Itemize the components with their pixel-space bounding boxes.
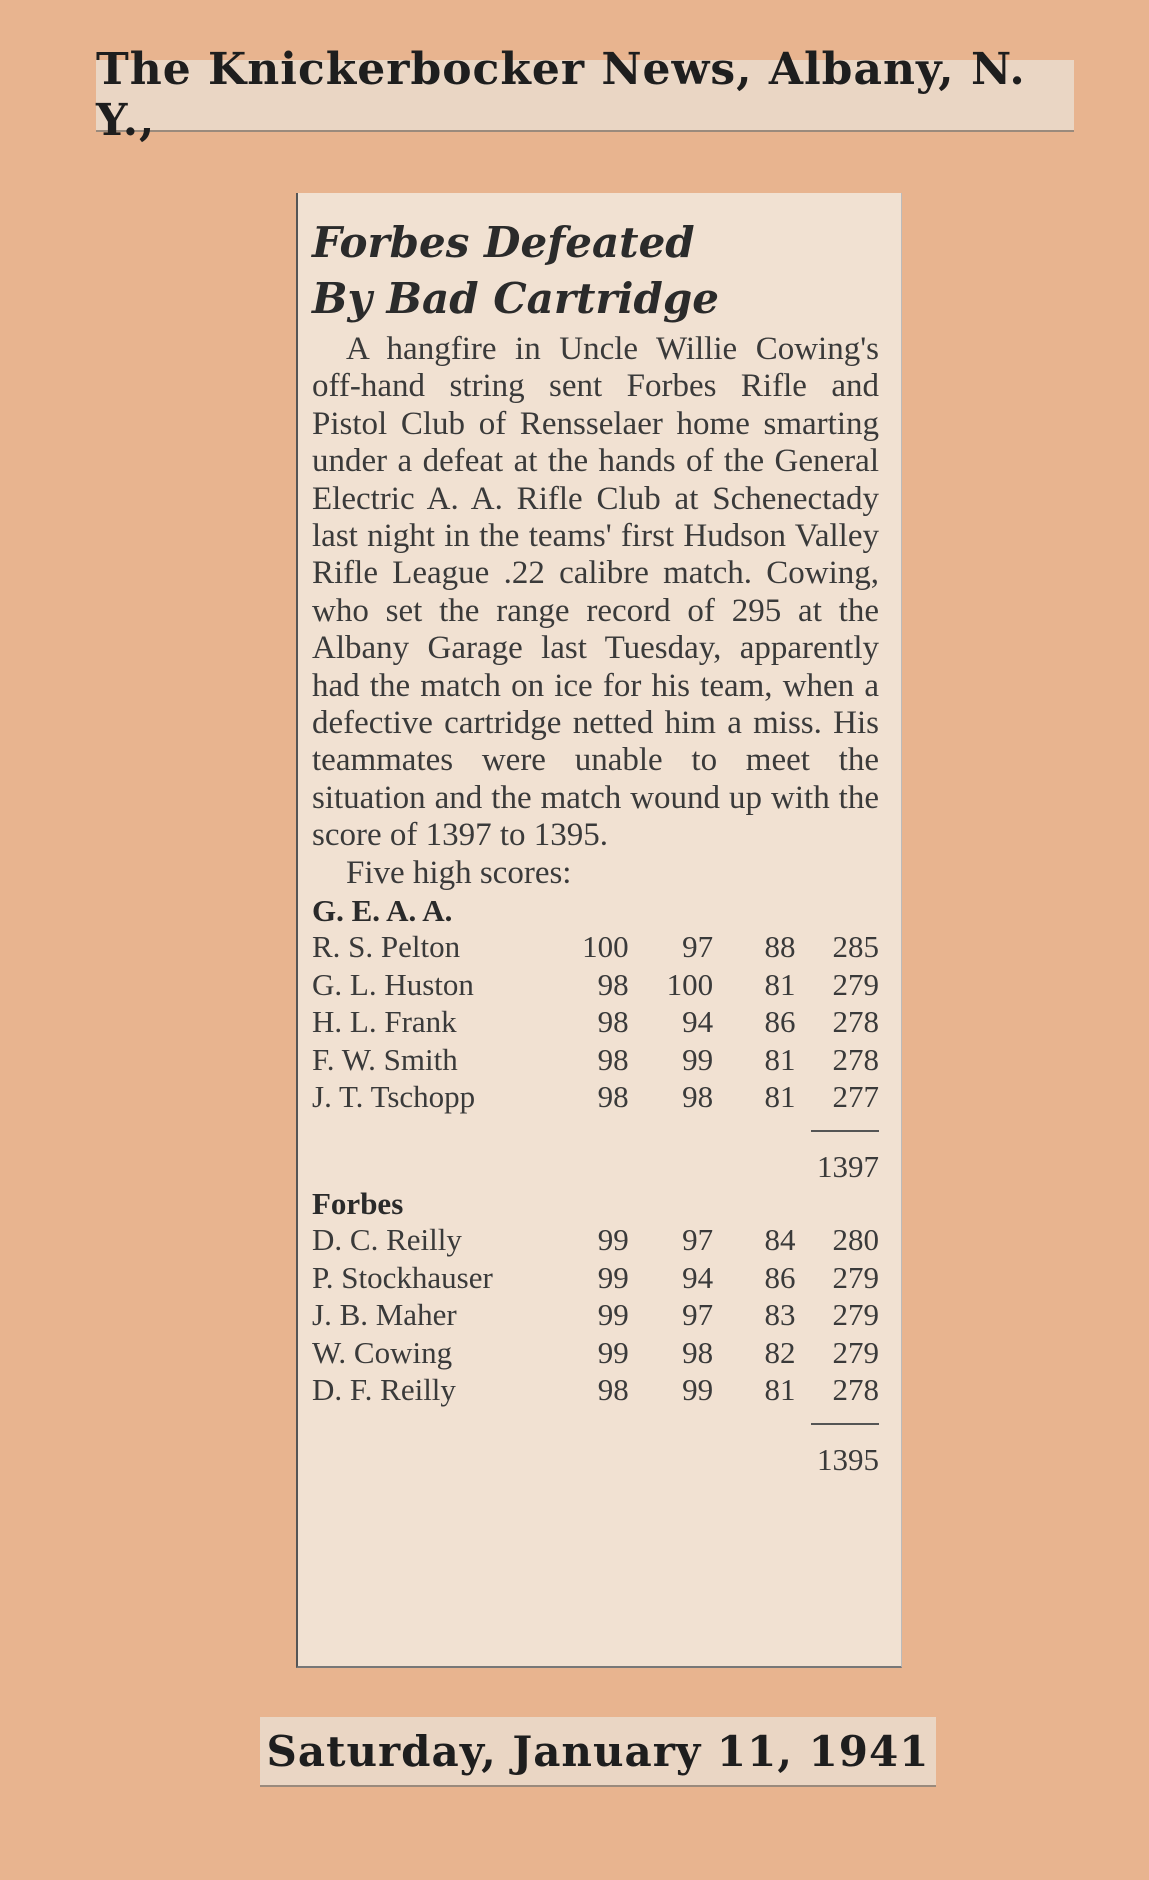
newspaper-masthead: The Knickerbocker News, Albany, N. Y., xyxy=(96,60,1074,132)
score-3: 81 xyxy=(764,1371,796,1407)
score-2: 100 xyxy=(666,966,714,1002)
scores-intro: Five high scores: xyxy=(346,854,572,891)
score-1: 99 xyxy=(597,1259,629,1295)
score-2: 94 xyxy=(682,1004,714,1040)
team-name: G. E. A. A. xyxy=(312,892,453,928)
team-total: 1395 xyxy=(817,1441,879,1477)
total-divider xyxy=(312,1409,879,1441)
score-1: 99 xyxy=(597,1222,629,1258)
team-geaa-section xyxy=(312,892,879,1185)
score-2: 99 xyxy=(682,1041,714,1077)
shooter-name: G. L. Huston xyxy=(312,966,474,1002)
article-clipping xyxy=(296,193,902,1668)
score-2: 97 xyxy=(682,1297,714,1333)
score-3: 81 xyxy=(764,1041,796,1077)
shooter-name: P. Stockhauser xyxy=(312,1259,493,1295)
headline xyxy=(312,215,879,327)
score-total: 277 xyxy=(832,1078,879,1114)
article-body: A hangfire in Uncle Willie Cowing's off-hand string sent Forbes Rifle and Pistol Club of Rensselaer home smarting under a defeat at the hands of the General Electric A. A. Rifle Club at Schenectady last night in the teams' first Hudson Valley Rifle League .22 calibre match. Cowing, who set the range record of 295 at the Albany Garage last Tuesday, apparently had the match on ice for his team, when a defective cartridge netted him a miss. His teammates were unable to meet the situation and the match wound up with the score of 1397 to 1395. xyxy=(312,331,879,854)
score-3: 82 xyxy=(764,1334,796,1370)
score-1: 99 xyxy=(597,1334,629,1370)
headline-line-1: Forbes Defeated xyxy=(312,218,695,267)
table-row xyxy=(312,1296,879,1333)
score-3: 86 xyxy=(764,1259,796,1295)
score-1: 98 xyxy=(597,1371,629,1407)
team-total: 1397 xyxy=(817,1148,879,1184)
total-rule xyxy=(811,1130,879,1132)
score-total: 278 xyxy=(832,1041,879,1077)
score-1: 100 xyxy=(582,929,629,965)
score-total: 278 xyxy=(832,1371,879,1407)
score-total: 278 xyxy=(832,1004,879,1040)
score-3: 83 xyxy=(764,1297,796,1333)
table-row xyxy=(312,966,879,1003)
shooter-name: J. T. Tschopp xyxy=(312,1078,476,1114)
team-name: Forbes xyxy=(312,1185,404,1221)
score-1: 98 xyxy=(597,966,629,1002)
shooter-name: H. L. Frank xyxy=(312,1004,457,1040)
table-row xyxy=(312,1371,879,1408)
team-forbes-section xyxy=(312,1185,879,1478)
shooter-name: F. W. Smith xyxy=(312,1041,458,1077)
shooter-name: D. C. Reilly xyxy=(312,1222,462,1258)
score-table xyxy=(312,929,879,1116)
score-3: 84 xyxy=(764,1222,796,1258)
score-1: 99 xyxy=(597,1297,629,1333)
score-3: 86 xyxy=(764,1004,796,1040)
score-3: 88 xyxy=(764,929,796,965)
table-row xyxy=(312,1003,879,1040)
score-2: 98 xyxy=(682,1334,714,1370)
score-2: 97 xyxy=(682,1222,714,1258)
shooter-name: W. Cowing xyxy=(312,1334,453,1370)
score-2: 97 xyxy=(682,929,714,965)
score-2: 94 xyxy=(682,1259,714,1295)
score-1: 98 xyxy=(597,1078,629,1114)
score-total: 279 xyxy=(832,966,879,1002)
score-total: 285 xyxy=(832,929,879,965)
shooter-name: J. B. Maher xyxy=(312,1297,457,1333)
score-3: 81 xyxy=(764,1078,796,1114)
table-row xyxy=(312,1259,879,1296)
table-row xyxy=(312,1334,879,1371)
score-2: 98 xyxy=(682,1078,714,1114)
score-3: 81 xyxy=(764,966,796,1002)
table-row xyxy=(312,1041,879,1078)
score-total: 279 xyxy=(832,1259,879,1295)
shooter-name: D. F. Reilly xyxy=(312,1371,456,1407)
shooter-name: R. S. Pelton xyxy=(312,929,461,965)
total-divider xyxy=(312,1116,879,1148)
dateline: Saturday, January 11, 1941 xyxy=(260,1717,936,1787)
table-row xyxy=(312,1078,879,1115)
score-1: 98 xyxy=(597,1041,629,1077)
score-2: 99 xyxy=(682,1371,714,1407)
score-table xyxy=(312,1222,879,1409)
table-row xyxy=(312,929,879,966)
score-1: 98 xyxy=(597,1004,629,1040)
score-total: 279 xyxy=(832,1334,879,1370)
table-row xyxy=(312,1222,879,1259)
total-rule xyxy=(811,1423,879,1425)
score-total: 280 xyxy=(832,1222,879,1258)
score-total: 279 xyxy=(832,1297,879,1333)
headline-line-2: By Bad Cartridge xyxy=(312,274,719,323)
